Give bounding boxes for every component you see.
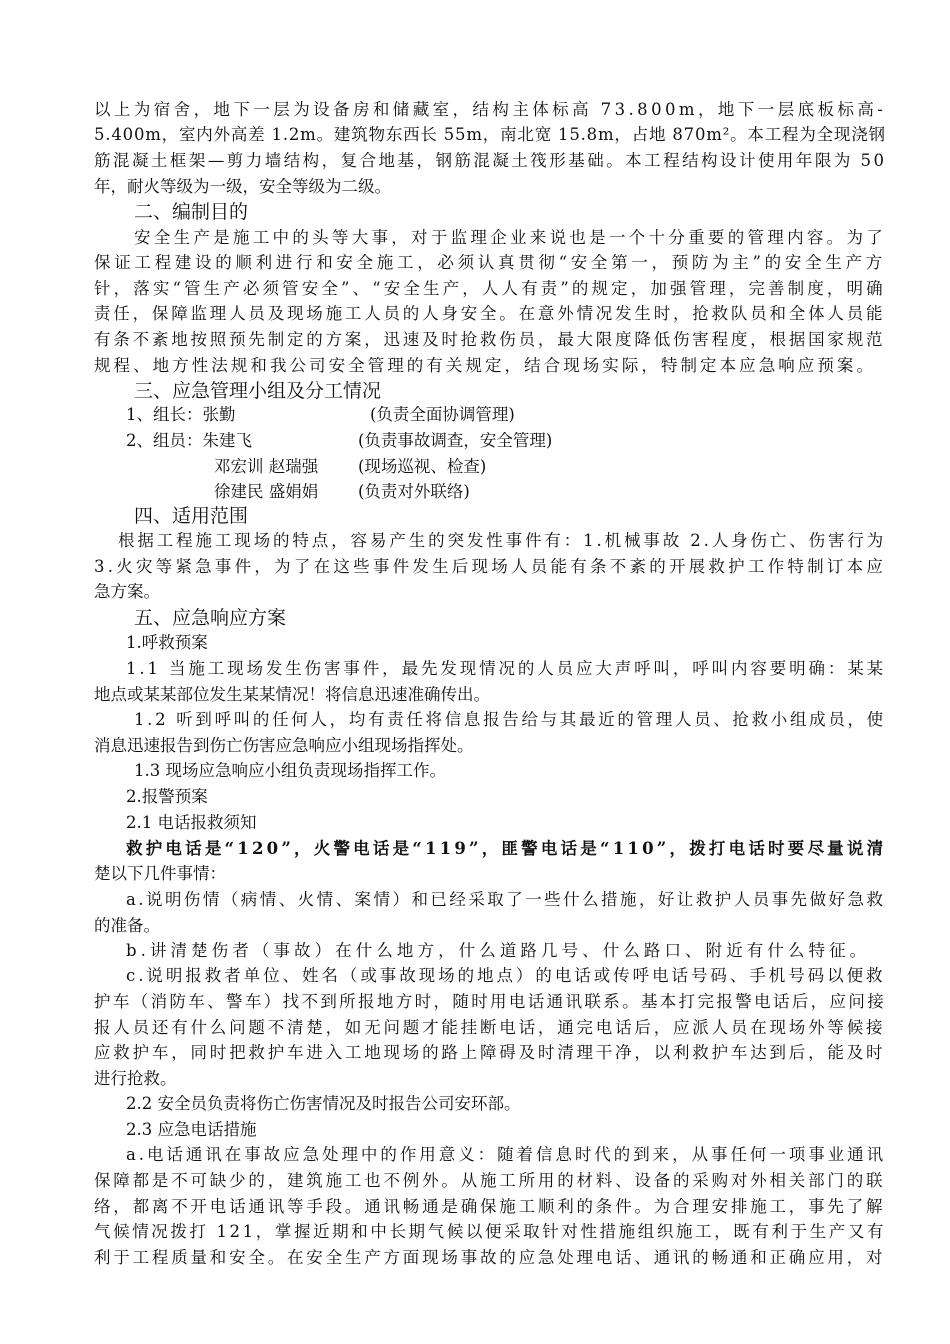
text-line: 应救护车，同时把救护车进入工地现场的路上障碍及时清理干净，以利救护车达到后，能及时 (94, 1043, 886, 1062)
text-line: 利于工程质量和安全。在安全生产方面现场事故的应急处理电话、通讯的畅通和正确应用，对 (94, 1248, 886, 1267)
text-line: 1.3 现场应急响应小组负责现场指挥工作。 (134, 761, 446, 780)
text-line: 报人员还有什么问题不清楚，如无问题才能挂断电话，通完电话后，应派人员在现场外等候接 (94, 1018, 886, 1037)
text-line: 规程、地方性法规和我公司安全管理的有关规定，结合现场实际，特制定本应急响应预案。 (94, 356, 876, 375)
text-line: (负责全面协调管理) (370, 405, 515, 424)
text-line: 急方案。 (94, 582, 160, 601)
text-line: 2.报警预案 (126, 787, 208, 806)
text-line: 筋混凝土框架—剪力墙结构，复合地基，钢筋混凝土筏形基础。本工程结构设计使用年限为 50 (94, 151, 887, 170)
text-line: 1.呼救预案 (126, 633, 208, 652)
section-heading: 四、适用范围 (134, 505, 249, 527)
text-line: a.电话通讯在事故应急处理中的作用意义：随着信息时代的到来，从事任何一项事业通讯 (126, 1145, 887, 1164)
text-line: 保证工程建设的顺利进行和安全施工，必须认真贯彻“安全第一，预防为主”的安全生产方 (94, 253, 886, 272)
text-line: 气候情况拨打 121，掌握近期和中长期气候以便采取针对性措施组织施工，既有利于生产又有 (94, 1222, 887, 1241)
text-line: 1.1 当施工现场发生伤害事件，最先发现情况的人员应大声呼叫，呼叫内容要明确：某某 (126, 659, 887, 678)
text-line: 2.3 应急电话措施 (126, 1120, 257, 1139)
text-line: 2、组员：朱建飞 (126, 431, 252, 450)
text-line: 责任，保障监理人员及现场施工人员的人身安全。在意外情况发生时，抢救队员和全体人员能 (94, 304, 886, 323)
text-line: 的准备。 (94, 916, 160, 935)
text-line: 有条不紊地按照预先制定的方案，迅速及时抢救伤员，最大限度降低伤害程度，根据国家规范 (94, 330, 886, 349)
text-line: 救护电话是“120”，火警电话是“119”，匪警电话是“110”，拨打电话时要尽量说清 (126, 839, 887, 858)
text-line: 2.2 安全员负责将伤亡伤害情况及时报告公司安环部。 (126, 1094, 521, 1113)
text-line: 护车（消防车、警车）找不到所报地方时，随时用电话通讯联系。基本打完报警电话后，应问接 (94, 992, 887, 1011)
text-line: 保障都是不可缺少的，建筑施工也不例外。从施工所用的材料、设备的采购对外相关部门的联 (94, 1171, 886, 1190)
text-line: 消息迅速报告到伤亡伤害应急响应小组现场指挥处。 (94, 736, 474, 755)
text-line: 1、组长：张勤 (126, 405, 236, 424)
text-line: 以上为宿舍，地下一层为设备房和储藏室，结构主体标高 73.800m，地下一层底板标高- (94, 100, 887, 119)
text-line: (负责事故调查，安全管理) (358, 431, 553, 450)
text-line: 络，都离不开电话通讯等手段。通讯畅通是确保施工顺利的条件。为合理安排施工，事先了解 (94, 1197, 886, 1216)
text-line: 徐建民 盛娟娟 (214, 482, 319, 501)
text-line: 进行抢救。 (94, 1069, 177, 1088)
section-heading: 二、编制目的 (134, 201, 249, 223)
text-line: 楚以下几件事情： (94, 864, 226, 883)
text-line: 2.1 电话报救须知 (126, 813, 257, 832)
text-line: 针，落实“管生产必须管安全”、“安全生产，人人有责”的规定，加强管理，完善制度，明确 (94, 279, 886, 298)
section-heading: 五、应急响应方案 (134, 607, 287, 629)
text-line: 年，耐火等级为一级，安全等级为二级。 (94, 177, 391, 196)
text-line: 邓宏训 赵瑞强 (214, 457, 319, 476)
text-line: 安全生产是施工中的头等大事，对于监理企业来说也是一个十分重要的管理内容。为了 (134, 228, 887, 247)
text-line: 地点或某某部位发生某某情况！将信息迅速准确传出。 (94, 685, 490, 704)
text-line: 3.火灾等紧急事件，为了在这些事件发生后现场人员能有条不紊的开展救护工作特制订本应 (94, 557, 887, 576)
text-line: 1.2 听到呼叫的任何人，均有责任将信息报告给与其最近的管理人员、抢救小组成员，使 (134, 710, 886, 729)
text-line: c.说明报救者单位、姓名（或事故现场的地点）的电话或传呼电话号码、手机号码以便救 (126, 966, 886, 985)
text-line: (负责对外联络) (358, 482, 470, 501)
text-line: b.讲清楚伤者（事故）在什么地方，什么道路几号、什么路口、附近有什么特征。 (126, 941, 871, 960)
text-line: a.说明伤情（病情、火情、案情）和已经采取了一些什么措施，好让救护人员事先做好急救 (126, 890, 886, 909)
section-heading: 三、应急管理小组及分工情况 (134, 380, 382, 402)
text-line: 根据工程施工现场的特点，容易产生的突发性事件有：1.机械事故 2.人身伤亡、伤害行为 (118, 531, 887, 550)
text-line: 5.400m，室内外高差 1.2m。建筑物东西长 55m，南北宽 15.8m，占地 870m²。本工程为全现浇钢 (94, 125, 886, 144)
text-line: (现场巡视、检查) (358, 457, 487, 476)
